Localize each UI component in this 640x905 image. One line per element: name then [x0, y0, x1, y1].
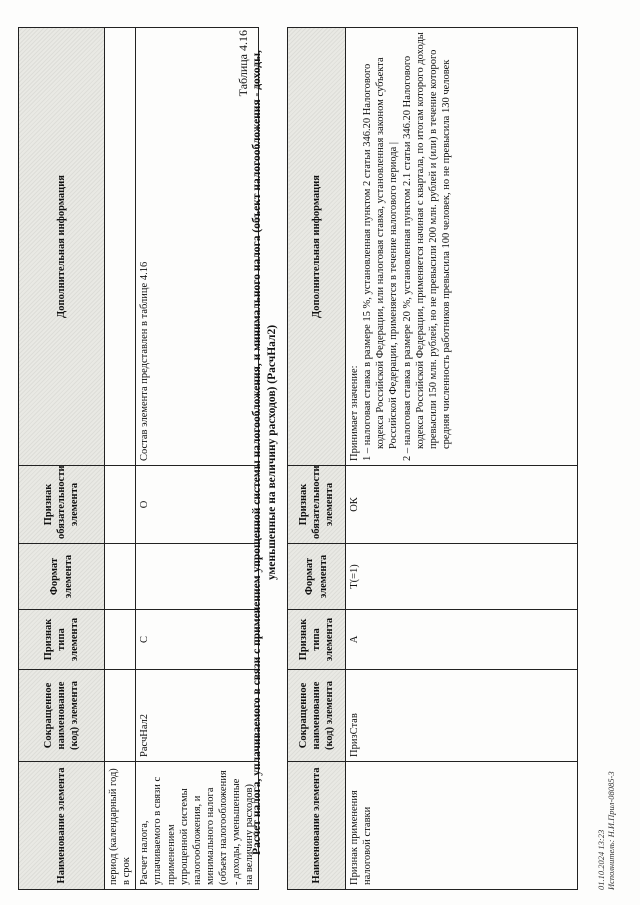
header-additional-info: Дополнительная информация: [19, 28, 105, 466]
element-type: А: [346, 610, 578, 670]
element-type: С: [136, 610, 259, 670]
element-code: ПризСтав: [346, 670, 578, 762]
header-element-required: Признак обязательности элемента: [288, 466, 346, 544]
element-info: [346, 28, 578, 466]
element-format: Т(=1): [346, 544, 578, 610]
table-title: Расчет налога, уплачиваемого в связи с применением упрощенной системы налогообложения, и минимального налога (объект налогообложения - доходы, уменьшенные на величину расходов) (РасчНал2): [251, 50, 278, 855]
header-element-type: Признак типа элемента: [19, 610, 105, 670]
header-element-name: Наименование элемента: [288, 762, 346, 890]
elements-table-top: [18, 27, 259, 890]
footer-date: 01.10.2024 13:23: [596, 829, 606, 890]
header-additional-info: Дополнительная информация: [288, 28, 346, 466]
footer-executor: Исполнитель: Н.И.Прил-08085-3: [606, 771, 617, 890]
header-element-code: Сокращенное наименование (код) элемента: [288, 670, 346, 762]
element-name: Признак применения налоговой ставки: [346, 762, 578, 890]
table-row: [346, 28, 578, 890]
table-number: Таблица 4.16: [236, 30, 250, 97]
header-element-required: Признак обязательности элемента: [19, 466, 105, 544]
info-value-2: 2 – налоговая ставка в размере 20 %, установленная пунктом 2.1 статьи 346.20 Налогового кодекса Российской Федерации, применяется начиная с квартала, по итогам которого доходы превысили 150 млн. рублей, но не превысили 200 млн. рублей и (или) в течение которого средняя численность работников превысила 100 человек, но не превысила 130 человек: [401, 32, 452, 461]
info-intro: Принимает значение:: [349, 365, 360, 461]
header-element-format: Формат элемента: [19, 544, 105, 610]
element-required: О: [136, 466, 259, 544]
element-code: РасчНал2: [136, 670, 259, 762]
header-element-format: Формат элемента: [288, 544, 346, 610]
header-element-type: Признак типа элемента: [288, 610, 346, 670]
elements-table-4-16: [287, 27, 578, 890]
element-format: [136, 544, 259, 610]
element-required: ОК: [346, 466, 578, 544]
element-name: Расчет налога, уплачиваемого в связи с применением упрощенной системы налогообложения, и минимального налога (объект налогообложения - доходы, уменьшенные на величину расходов): [136, 762, 259, 890]
header-element-code: Сокращенное наименование (код) элемента: [19, 670, 105, 762]
continuation-cell: период (календарный год) в срок: [105, 762, 136, 890]
table-row: [105, 28, 136, 890]
footer-stamp: [596, 590, 616, 890]
element-info: Состав элемента представлен в таблице 4.16: [136, 28, 259, 466]
header-element-name: Наименование элемента: [19, 762, 105, 890]
info-value-1: 1 – налоговая ставка в размере 15 %, установленная пунктом 2 статьи 346.20 Налогового кодекса Российской Федерации, или налоговая ставка, установленная законом субъекта Российской Федерации, применяется в течение налогового периода |: [362, 57, 400, 461]
table-header-row: [19, 28, 105, 890]
table-header-row: [288, 28, 346, 890]
